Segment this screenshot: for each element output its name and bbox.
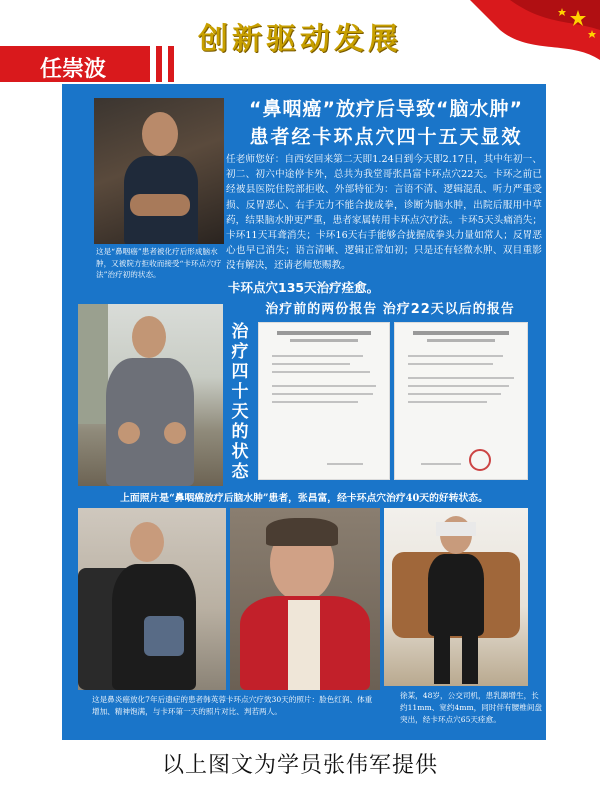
report-comparison-heading: 治疗前的两份报告 治疗22天以后的报告: [265, 302, 515, 317]
patient-photo-woman-standing: [384, 508, 528, 686]
result-line: 卡环点穴135天治疗痊愈。: [228, 280, 380, 295]
photo-caption-mid: 上面照片是“鼻咽癌放疗后脑水肿”患者，张昌富，经卡环点穴治疗40天的好转状态。: [120, 493, 488, 504]
patient-photo-woman-closeup: [230, 508, 380, 690]
medical-report-after: [394, 322, 528, 480]
photo-caption: 这是“鼻咽癌”患者被化疗后形成脑水肿，又被院方拒收而接受“卡环点穴疗法”治疗初的状态。: [96, 247, 222, 279]
photo-caption-bottom-right: 徐某，48岁，公交司机，患乳腺增生，长约11mm、宽约4mm，同时伴有腰椎间盘突出，经卡环点穴65天痊愈。: [400, 691, 543, 724]
page-title: 创新驱动发展: [198, 22, 402, 57]
headline-line1: “鼻咽癌”放疗后导致“脑水肿”: [249, 98, 523, 120]
patient-photo-woman-seated: [78, 508, 226, 690]
footer-credit: 以上图文为学员张伟军提供: [161, 753, 438, 778]
headline-line2: 患者经卡环点穴四十五天显效: [249, 126, 523, 148]
author-name: 任崇波: [40, 57, 107, 82]
vertical-caption: 治疗四十天的状态: [231, 322, 249, 482]
patient-photo-40-days: [78, 304, 223, 486]
photo-caption-bottom-left: 这是鼻炎癌放化7年后遗症的患者韩英蓉卡环点穴疗效30天的照片：脸色红润、体重增加、精神饱满，与卡环第一天的照片对比、判若两人。: [92, 695, 373, 716]
testimonial-letter: 任老师您好：自西安回来第二天即1.24日到今天即2.17日，其中年初一、初二、初六中途停卡外，总共为我堂哥张昌富卡环点穴22天。卡环之前已经被县医院住院部拒收、外部特征为：言语不清、逻辑混乱、听力严重受损、反胃恶心、右手无力不能合拢成拳，诊断为脑水肿，出院后服用中草药，结果脑水肿更严重，患者家属转用卡环点穴疗法。卡环5天头痛消失；卡环11天耳聋消失；卡环16天右手能够合拢握成拳头力量如常人；反胃恶心也早已消失；语言清晰、逻辑正常如初；只是还有轻微水肿、双目重影没有解决，还请老师您赐教。: [226, 154, 542, 272]
medical-report-before: [258, 322, 390, 480]
bar-stripe: [156, 46, 162, 82]
bar-stripe: [168, 46, 174, 82]
patient-photo-before: [94, 98, 224, 244]
